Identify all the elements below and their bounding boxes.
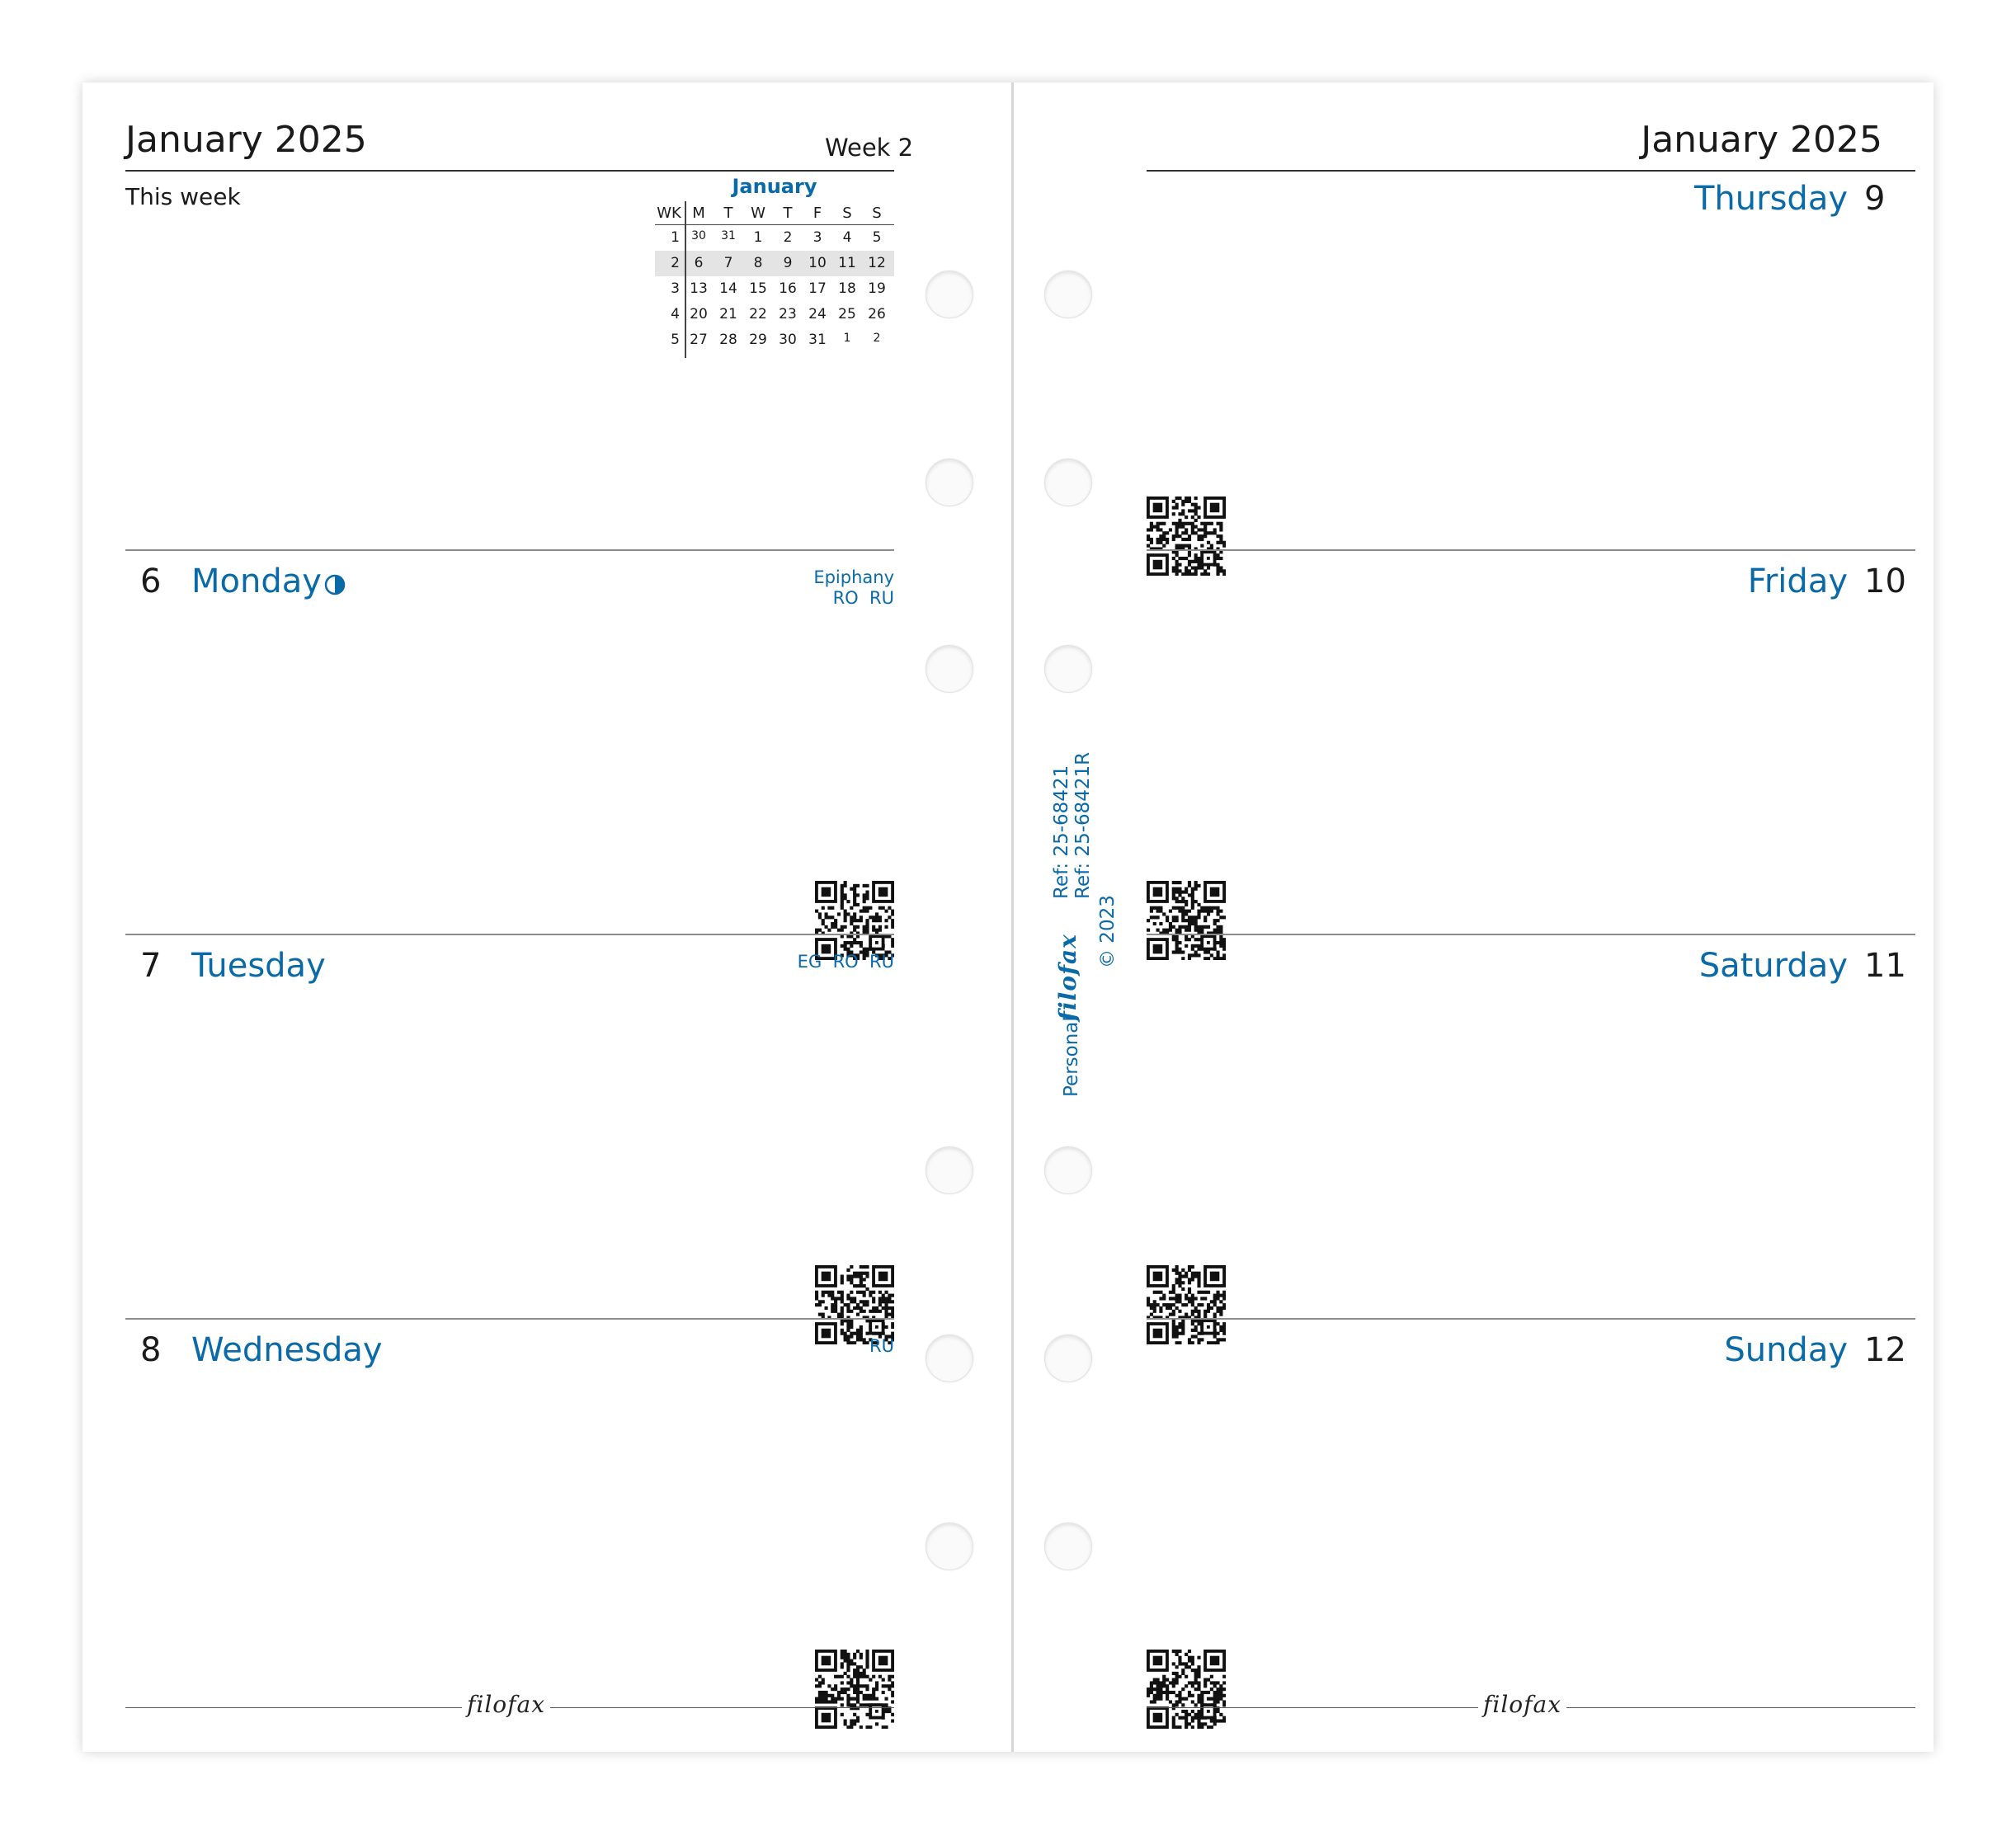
filofax-logo: filofax xyxy=(462,1691,550,1718)
week-number: 2 xyxy=(671,255,680,271)
mini-calendar-date: 31 xyxy=(808,332,827,348)
binder-hole xyxy=(1044,459,1092,506)
spine-copyright: © 2023 xyxy=(1097,895,1119,968)
mini-calendar-date: 2 xyxy=(783,229,793,246)
qr-code-icon xyxy=(1147,497,1226,576)
mini-calendar-header: S xyxy=(842,205,852,222)
day-number-sunday: 12 xyxy=(1864,1331,1906,1369)
mini-calendar-date: 2 xyxy=(873,332,881,345)
week-number: 1 xyxy=(671,229,680,246)
binder-hole xyxy=(926,459,973,506)
day-number-tuesday: 7 xyxy=(140,947,162,985)
mini-calendar-date: 13 xyxy=(690,280,708,297)
mini-calendar-header: T xyxy=(723,205,733,222)
qr-code-icon xyxy=(1147,881,1226,960)
binder-hole xyxy=(1044,645,1092,693)
mini-calendar-date: 21 xyxy=(719,306,737,322)
binder-hole xyxy=(926,645,973,693)
mini-calendar-date: 1 xyxy=(843,332,851,345)
holiday-wednesday: RU xyxy=(869,1336,894,1356)
mini-calendar-header: WK xyxy=(657,205,681,222)
holiday-monday xyxy=(729,567,894,609)
day-name-thursday: Thursday xyxy=(1694,180,1848,218)
week-label: Week 2 xyxy=(825,134,914,162)
qr-code-icon xyxy=(815,881,894,960)
left-header-rule xyxy=(125,170,894,172)
divider-sunday xyxy=(1147,1318,1915,1320)
week-number: 3 xyxy=(671,280,680,297)
right-page-title: January 2025 xyxy=(1641,119,1882,161)
day-name-wednesday: Wednesday xyxy=(191,1331,383,1369)
mini-calendar-date: 26 xyxy=(868,306,886,322)
spine-ref-1: Ref: 25-68421 xyxy=(1051,765,1072,899)
day-name-sunday: Sunday xyxy=(1724,1331,1848,1369)
day-number-monday: 6 xyxy=(140,562,162,600)
mini-calendar-month: January xyxy=(732,175,817,198)
mini-calendar-date: 14 xyxy=(719,280,737,297)
filofax-logo: filofax xyxy=(1478,1691,1566,1718)
mini-calendar-header: F xyxy=(813,205,822,222)
week-number: 5 xyxy=(671,332,680,348)
spine-brand: filofax xyxy=(1054,934,1081,1021)
mini-calendar-date: 5 xyxy=(872,229,882,246)
mini-calendar-date: 11 xyxy=(838,255,856,271)
mini-calendar-date: 28 xyxy=(719,332,737,348)
mini-calendar-date: 10 xyxy=(808,255,827,271)
mini-calendar-date: 30 xyxy=(691,229,706,242)
day-number-thursday: 9 xyxy=(1864,180,1886,218)
qr-code-icon xyxy=(1147,1265,1226,1344)
divider-tuesday xyxy=(125,934,894,935)
right-header-rule xyxy=(1147,170,1915,172)
binder-hole xyxy=(926,1146,973,1194)
mini-calendar-date: 24 xyxy=(808,306,827,322)
day-number-friday: 10 xyxy=(1864,562,1906,600)
mini-calendar-date: 31 xyxy=(721,229,736,242)
binder-hole xyxy=(926,271,973,318)
binder-hole xyxy=(1044,271,1092,318)
mini-calendar-header: M xyxy=(692,205,705,222)
mini-calendar-date: 16 xyxy=(779,280,797,297)
day-name-friday: Friday xyxy=(1747,562,1848,600)
divider-saturday xyxy=(1147,934,1915,935)
first-quarter-moon-icon xyxy=(324,574,346,595)
mini-calendar-date: 30 xyxy=(779,332,797,348)
mini-calendar-date: 9 xyxy=(783,255,793,271)
holiday-tuesday: EG RO RU xyxy=(797,952,894,972)
week-number: 4 xyxy=(671,306,680,322)
mini-calendar-date: 12 xyxy=(868,255,886,271)
mini-calendar-date: 15 xyxy=(749,280,767,297)
page-fold xyxy=(1011,82,1014,1752)
mini-calendar-date: 8 xyxy=(753,255,763,271)
mini-calendar-date: 7 xyxy=(723,255,733,271)
divider-friday xyxy=(1147,549,1915,551)
mini-calendar-header-rule xyxy=(655,224,894,225)
binder-hole xyxy=(1044,1146,1092,1194)
mini-calendar-date: 17 xyxy=(808,280,827,297)
mini-calendar-date: 25 xyxy=(838,306,856,322)
this-week-label: This week xyxy=(125,183,241,210)
mini-calendar-date: 22 xyxy=(749,306,767,322)
binder-hole xyxy=(926,1334,973,1382)
mini-calendar-date: 1 xyxy=(753,229,763,246)
day-name-saturday: Saturday xyxy=(1698,947,1848,985)
day-name-tuesday: Tuesday xyxy=(191,947,326,985)
binder-hole xyxy=(1044,1523,1092,1570)
binder-hole xyxy=(926,1523,973,1570)
spine-size: Personal xyxy=(1061,1016,1082,1097)
holiday-countries: RO RU xyxy=(832,588,894,608)
binder-hole xyxy=(1044,1334,1092,1382)
diary-spread xyxy=(82,82,1934,1752)
mini-calendar-date: 6 xyxy=(694,255,704,271)
day-name-monday: Monday xyxy=(191,562,322,600)
qr-code-icon xyxy=(1147,1650,1226,1729)
left-page-title: January 2025 xyxy=(125,119,367,161)
mini-calendar-date: 27 xyxy=(690,332,708,348)
mini-calendar-header: T xyxy=(783,205,793,222)
mini-calendar-header: S xyxy=(872,205,882,222)
mini-calendar-date: 3 xyxy=(813,229,822,246)
mini-calendar-date: 18 xyxy=(838,280,856,297)
holiday-name: Epiphany xyxy=(813,567,894,587)
mini-calendar-date: 20 xyxy=(690,306,708,322)
mini-calendar-date: 23 xyxy=(779,306,797,322)
qr-code-icon xyxy=(815,1650,894,1729)
mini-calendar-date: 29 xyxy=(749,332,767,348)
mini-calendar-header: W xyxy=(751,205,765,222)
divider-monday xyxy=(125,549,894,551)
day-number-wednesday: 8 xyxy=(140,1331,162,1369)
divider-wednesday xyxy=(125,1318,894,1320)
mini-calendar-date: 4 xyxy=(842,229,852,246)
mini-calendar-date: 19 xyxy=(868,280,886,297)
day-number-saturday: 11 xyxy=(1864,947,1906,985)
qr-code-icon xyxy=(815,1265,894,1344)
spine-ref-2: Ref: 25-68421R xyxy=(1072,751,1094,899)
